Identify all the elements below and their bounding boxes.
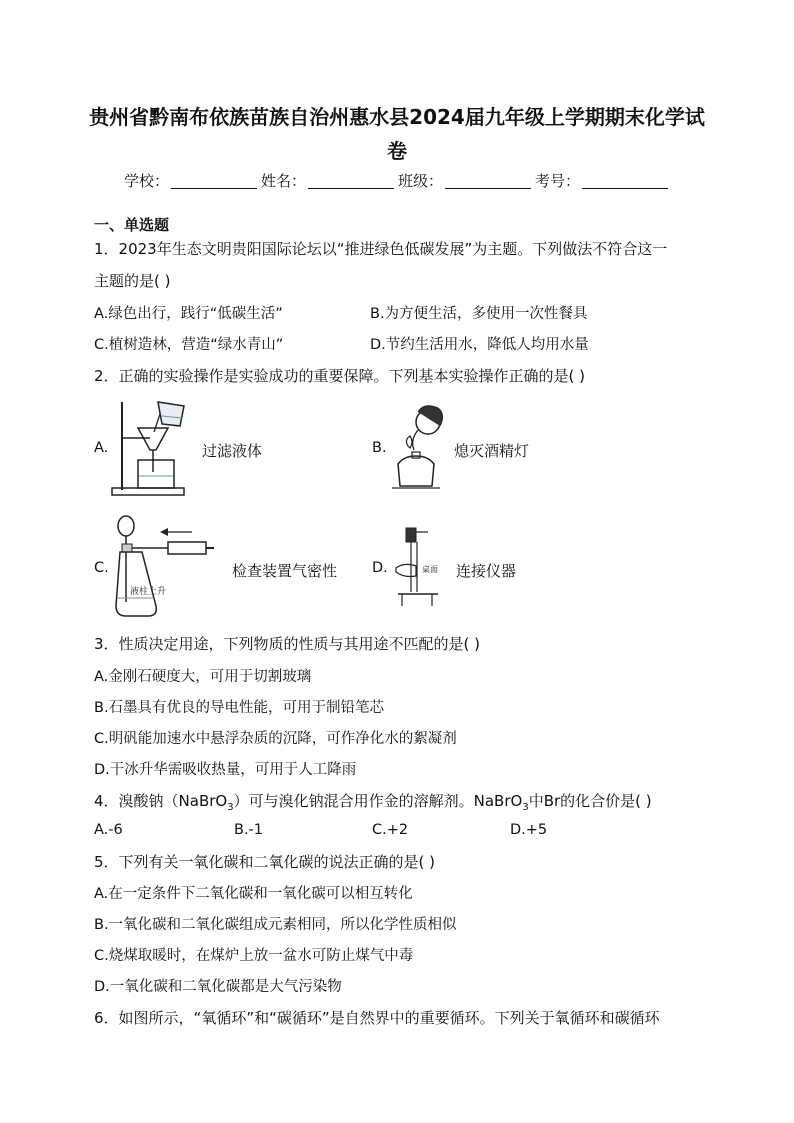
q5-stem: 5．下列有关一氧化碳和二氧化碳的说法正确的是( ) [94,853,436,871]
q2-d-figure-label: 桌面 [422,565,438,574]
class-blank[interactable] [445,174,531,189]
q1-stem-line-2: 主题的是( ) [94,272,171,290]
class-label: 班级： [398,172,444,190]
q2-option-a-text: 过滤液体 [202,442,263,460]
q3-stem: 3．性质决定用途，下列物质的性质与其用途不匹配的是( ) [94,635,481,653]
school-blank[interactable] [171,174,257,189]
q2-option-b-text: 熄灭酒精灯 [454,442,530,460]
q2-option-c-letter: C. [94,560,109,576]
q5-option-b: B.一氧化碳和二氧化碳组成元素相同，所以化学性质相似 [94,917,457,933]
q2-option-d-letter: D. [372,560,388,576]
section-heading: 一、单选题 [94,216,170,234]
q4-formula-2: NaBrO$_3$ [473,792,529,813]
q4-option-c: C.+2 [372,822,409,838]
q3-option-b: B.石墨具有优良的导电性能，可用于制铅笔芯 [94,700,385,716]
connect-instrument-figure [392,522,442,608]
q4-option-d: D.+5 [510,822,548,838]
name-blank[interactable] [308,174,394,189]
q4-stem [94,790,652,813]
id-blank[interactable] [582,174,668,189]
q4-option-b: B.-1 [234,822,264,838]
q1-stem-line-1: 1．2023年生态文明贵阳国际论坛以“推进绿色低碳发展”为主题。下列做法不符合这一 [94,240,668,258]
q4-element: Br [543,792,561,810]
q2-option-a-letter: A. [94,440,109,456]
q2-option-d-text: 连接仪器 [456,562,517,580]
q2-option-c-text: 检查装置气密性 [232,562,338,580]
q2-stem: 2．正确的实验操作是实验成功的重要保障。下列基本实验操作正确的是( ) [94,367,586,385]
title-line-2: 卷 [387,139,407,163]
school-label: 学校： [124,172,170,190]
filtration-apparatus-figure [108,398,198,500]
alcohol-lamp-figure [384,400,450,494]
q4-stem-c: 中 [528,792,544,810]
q5-option-a: A.在一定条件下二氧化碳和一氧化碳可以相互转化 [94,886,413,902]
q4-formula-1: NaBrO$_3$ [178,792,234,813]
q4-stem-a: 4．溴酸钠（ [94,792,179,810]
title-line-1: 贵州省黔南布依族苗族自治州惠水县2024届九年级上学期期末化学试 [89,105,705,129]
id-label: 考号： [535,172,581,190]
q4-stem-d: 的化合价是( ) [560,792,652,810]
q4-option-a: A.-6 [94,822,123,838]
name-label: 姓名： [261,172,307,190]
q4-stem-b: ）可与溴化钠混合用作金的溶解剂。 [233,792,474,810]
q2-c-figure-label: 液柱上升 [130,587,167,597]
q1-option-d: D.节约生活用水，降低人均用水量 [370,337,589,353]
q5-option-c: C.烧煤取暖时，在煤炉上放一盆水可防止煤气中毒 [94,948,414,964]
q5-option-d: D.一氧化碳和二氧化碳都是大气污染物 [94,979,342,995]
q3-option-c: C.明矾能加速水中悬浮杂质的沉降，可作净化水的絮凝剂 [94,731,457,747]
q1-option-a: A.绿色出行，践行“低碳生活” [94,306,283,322]
q2-option-b-letter: B. [372,440,387,456]
q1-option-b: B.为方便生活，多使用一次性餐具 [370,306,588,322]
exam-title [80,100,714,168]
q3-option-a: A.金刚石硬度大，可用于切割玻璃 [94,669,312,685]
q1-option-c: C.植树造林，营造“绿水青山” [94,337,284,353]
q3-option-d: D.干冰升华需吸收热量，可用于人工降雨 [94,762,357,778]
student-info-row [124,170,672,191]
q6-stem: 6．如图所示，“氧循环”和“碳循环”是自然界中的重要循环。下列关于氧循环和碳循环 [94,1009,660,1027]
airtightness-check-figure [108,512,218,624]
